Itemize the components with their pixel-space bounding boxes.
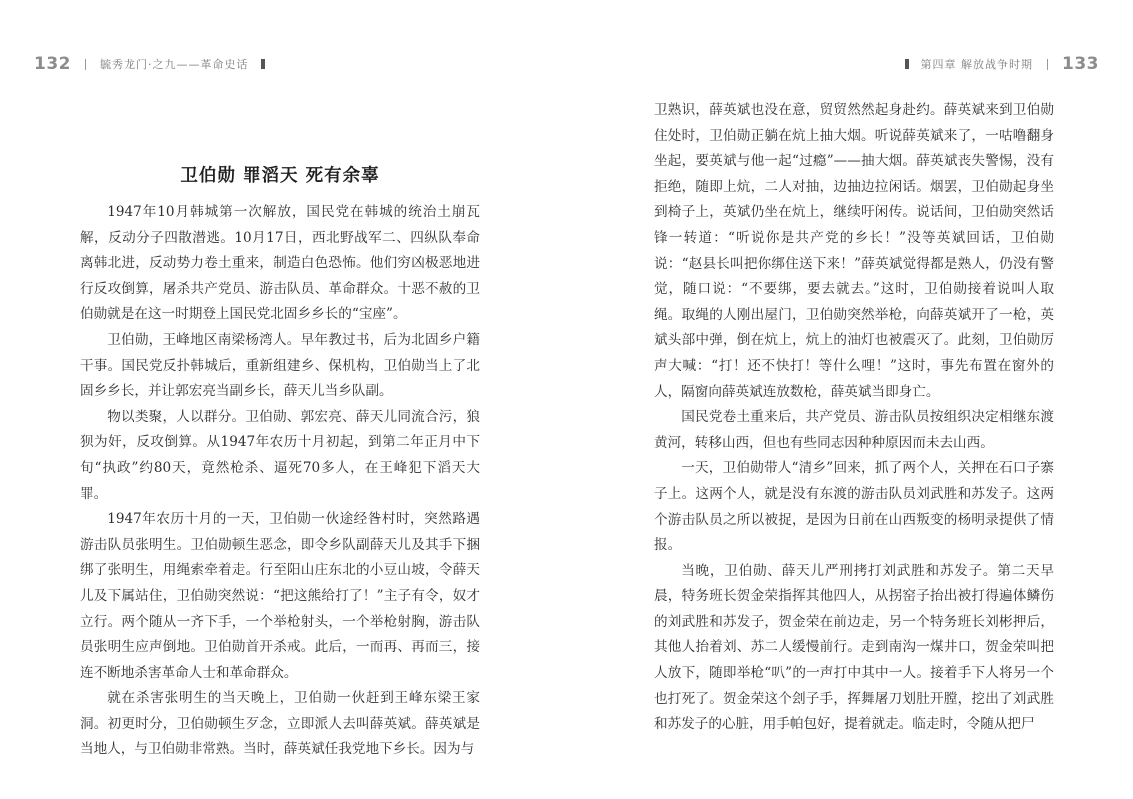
left-running-title: 毓秀龙门·之九——革命史话 xyxy=(100,58,249,71)
paragraph: 物以类聚，人以群分。卫伯勋、郭宏亮、薛天儿同流合污，狼狈为奸，反攻倒算。从1947年农历十月初起，到第二年正月中下旬“执政”约80天，竟然枪杀、逼死70多人，在王峰犯下滔天大罪。 xyxy=(80,408,480,502)
right-page-number: 133 xyxy=(1062,54,1099,74)
paragraph: 就在杀害张明生的当天晚上，卫伯勋一伙赶到王峰东梁王家洞。初更时分，卫伯勋顿生歹念，立即派人去叫薛英斌。薛英斌是当地人，与卫伯勋非常熟。当时，薛英斌任我党地下乡长。因为与 xyxy=(80,690,480,758)
left-page xyxy=(0,0,566,799)
left-page-body xyxy=(80,200,480,763)
right-page-header xyxy=(893,52,1100,76)
paragraph: 卫伯勋，王峰地区南梁杨湾人。早年教过书，后为北固乡户籍干事。国民党反扑韩城后，重新组建乡、保机构，卫伯勋当上了北固乡乡长，并让郭宏亮当副乡长，薛天儿当乡队副。 xyxy=(80,331,480,400)
left-page-number: 132 xyxy=(34,54,71,74)
paragraph-continued: 卫熟识，薛英斌也没在意，贸贸然然起身赴约。薛英斌来到卫伯勋住处时，卫伯勋正躺在炕上抽大烟。听说薛英斌来了，一咕噜翻身坐起，要英斌与他一起“过瘾”——抽大烟。薛英斌丧失警惕，没有拒绝，随即上炕，二人对抽，边抽边拉闲话。烟罢，卫伯勋起身坐到椅子上，英斌仍坐在炕上，继续吁闲传。说话间，卫伯勋突然话锋一转道：“听说你是共产党的乡长！”没等英斌回话，卫伯勋说：“赵县长叫把你绑住送下来！”薛英斌觉得都是熟人，仍没有警觉，随口说：“不要绑，要去就去。”这时，卫伯勋接着说叫人取绳。取绳的人刚出屋门，卫伯勋突然举枪，向薛英斌开了一枪，英斌头部中弹，倒在炕上，炕上的油灯也被震灭了。此刻，卫伯勋厉声大喊：“打！还不快打！等什么哩！”这时，事先布置在窗外的人，隔窗向薛英斌连放数枪，薛英斌当即身亡。 xyxy=(654,102,1054,400)
paragraph: 当晚，卫伯勋、薛天儿严刑拷打刘武胜和苏发子。第二天早晨，特务班长贺金荣指挥其他四人，从拐窑子抬出被打得遍体鳞伤的刘武胜和苏发子，贺金荣在前边走，另一个特务班长刘彬押后，其他人抬着刘、苏二人缓慢前行。走到南沟一煤井口，贺金荣叫把人放下，随即举枪“叭”的一声打中其中一人。接着手下人将另一个也打死了。贺金荣这个刽子手，挥舞屠刀划肚开膛，挖出了刘武胜和苏发子的心脏，用手帕包好，提着就走。临走时，令随从把尸 xyxy=(654,562,1054,733)
header-marker xyxy=(905,59,909,69)
paragraph: 国民党卷土重来后，共产党员、游击队员按组织决定相继东渡黄河，转移山西，但也有些同志因种种原因而未去山西。 xyxy=(654,409,1054,451)
right-running-title: 第四章 解放战争时期 xyxy=(920,58,1033,71)
paragraph: 1947年农历十月的一天，卫伯勋一伙途经昝村时，突然路遇游击队员张明生。卫伯勋顿生恶念，即令乡队副薛天儿及其手下捆绑了张明生，用绳索牵着走。行至阳山庄东北的小豆山坡，令薛天儿及下属站住，卫伯勋突然说：“把这熊给打了！”主子有令，奴才立行。两个随从一齐下手，一个举枪射头，一个举枪射胸，游击队员张明生应声倒地。卫伯勋首开杀戒。此后，一而再、再而三，接连不断地杀害革命人士和革命群众。 xyxy=(80,511,480,681)
left-page-header xyxy=(34,52,277,76)
paragraph: 1947年10月韩城第一次解放，国民党在韩城的统治土崩瓦解，反动分子四散潜逃。10月17日，西北野战军二、四纵队奉命离韩北进，反动势力卷土重来，制造白色恐怖。他们穷凶极恶地进行反攻倒算，屠杀共产党员、游击队员、革命群众。十恶不赦的卫伯勋就是在这一时期登上国民党北固乡乡长的“宝座”。 xyxy=(80,204,480,323)
right-page-body xyxy=(654,98,1054,738)
header-divider xyxy=(85,59,86,70)
header-divider xyxy=(1047,59,1048,70)
article-title: 卫伯勋 罪滔天 死有余辜 xyxy=(180,166,380,186)
header-marker xyxy=(261,59,265,69)
paragraph: 一天，卫伯勋带人“清乡”回来，抓了两个人，关押在石口子寨子上。这两个人，就是没有东渡的游击队员刘武胜和苏发子。这两个游击队员之所以被捉，是因为日前在山西叛变的杨明录提供了情报。 xyxy=(654,460,1054,554)
